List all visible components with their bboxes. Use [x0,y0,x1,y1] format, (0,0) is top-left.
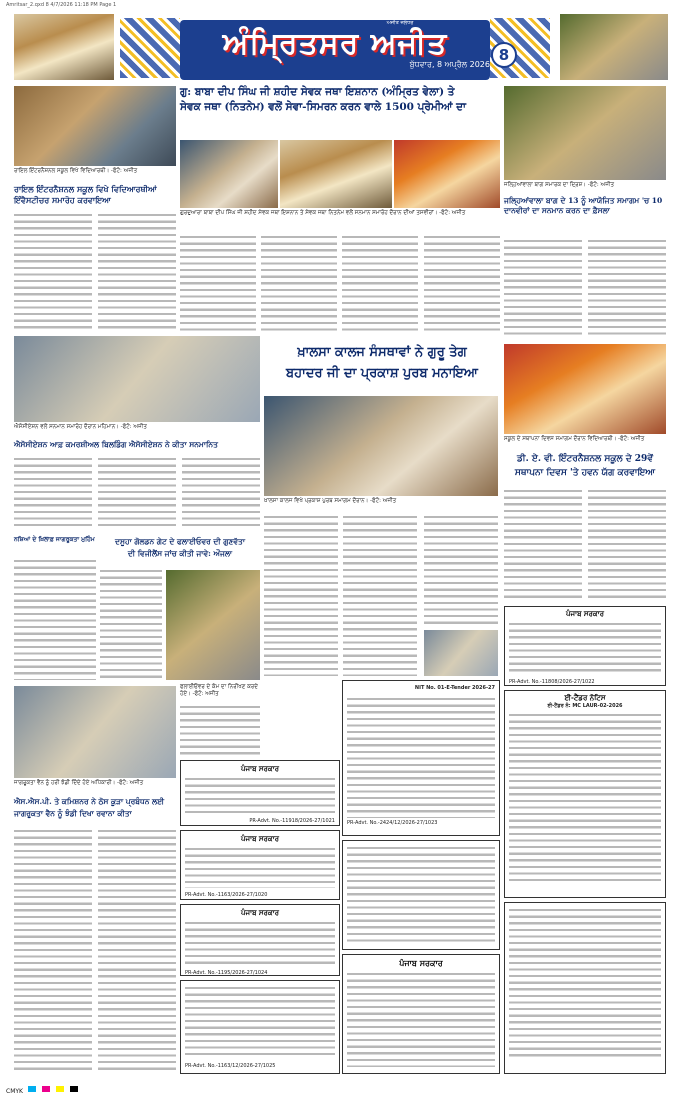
dav-havan-photo [504,344,666,434]
dav-headline-line1: ਡੀ. ਏ. ਵੀ. ਇੰਟਰਨੈਸ਼ਨਲ ਸਕੂਲ ਦੇ 29ਵੇਂ [517,454,653,464]
right-tender-title: ਈ-ਟੈਂਡਰ ਨੋਟਿਸ [564,694,606,702]
khalsa-photo-2 [424,630,498,676]
govt-ad-2-ref: PR-Advt. No.-1163/2026-27/1020 [185,892,268,898]
black-swatch [70,1086,78,1092]
dav-caption: ਸਕੂਲ ਦੇ ਸਥਾਪਨਾ ਦਿਵਸ ਸਮਾਗਮ ਦੌਰਾਨ ਵਿਦਿਆਰਥੀ। -ਫੋਟੋ: ਅਜੀਤ [504,436,645,442]
nit-text [347,698,495,818]
masthead-date: ਬੁੱਧਵਾਰ, 8 ਅਪ੍ਰੈਲ 2026 [409,60,490,69]
tender-ad-3 [342,954,500,1074]
right-notice-2-text [509,909,661,1059]
nit-tender-ad [342,680,500,836]
govt-ad-2-text [185,848,335,888]
govt-ad-1-ref: PR-Advt. No.-11918/2026-27/1021 [249,818,335,824]
school-headline: ਰਾਇਲ ਇੰਟਰਨੈਸ਼ਨਲ ਸਕੂਲ ਵਿਖੇ ਵਿਦਿਆਰਥੀਆਂ ਇੰਵੈਸਟੀਚਰ ਸਮਾਰੋਹ ਕਰਵਾਇਆ [14,184,157,205]
govt-ad-4-ref: PR-Advt. No.-1163/12/2026-27/1025 [185,1063,276,1069]
khalsa-headline-line1: ਖ਼ਾਲਸਾ ਕਾਲਜ ਸੰਸਥਾਵਾਂ ਨੇ ਗੁਰੂ ਤੇਗ [297,345,467,360]
right-notice-1-title: ਪੰਜਾਬ ਸਰਕਾਰ [565,610,604,618]
drugs-headline: ਨਸ਼ਿਆਂ ਦੇ ਖ਼ਿਲਾਫ਼ ਜਾਗਰੂਕਤਾ ਮੁਹਿੰਮ [14,536,95,543]
govt-ad-2 [180,830,340,900]
khalsa-headline-line2: ਬਹਾਦਰ ਜੀ ਦਾ ਪ੍ਰਕਾਸ਼ ਪੁਰਬ ਮਨਾਇਆ [286,366,478,381]
khalsa-headline [264,342,500,388]
association-col2 [98,458,176,530]
golden-gate-caption: ਫਲਾਈਓਵਰ ਦੇ ਕੰਮ ਦਾ ਨਿਰੀਖਣ ਕਰਦੇ ਹੋਏ। -ਫੋਟੋ: ਅਜੀਤ [180,684,258,697]
golden-gate-headline-line2: ਦੀ ਵਿਜੀਲੈਂਸ ਜਾਂਚ ਕੀਤੀ ਜਾਵੇ: ਔਜਲਾ [127,549,233,558]
masthead-title: ਅੰਮ੍ਰਿਤਸਰ ਅਜੀਤ [222,26,448,61]
cyan-swatch [28,1086,36,1092]
golden-gate-col2 [180,706,260,756]
lead-photo-1 [180,140,278,208]
lead-caption: ਗੁਰਦੁਆਰਾ ਬਾਬਾ ਦੀਪ ਸਿੰਘ ਜੀ ਸ਼ਹੀਦ ਸੇਵਕ ਜਥਾ ਇਸ਼ਨਾਨ ਤੇ ਸੇਵਕ ਜਥਾ ਨਿਤਨੇਮ ਵਲੋਂ ਸਨਮਾਨ ਸਮਾਰੋਹ ਦੌਰਾਨ ਦੀਆਂ ਤਸਵੀਰਾਂ। -ਫੋਟੋ: ਅਜੀਤ [180,210,466,216]
right-tender-text [509,714,661,884]
khalsa-caption: ਖ਼ਾਲਸਾ ਕਾਲਜ ਵਿਖੇ ਪ੍ਰਕਾਸ਼ ਪੁਰਬ ਸਮਾਗਮ ਦੌਰਾਨ। -ਫੋਟੋ: ਅਜੀਤ [264,498,397,504]
association-photo [14,336,260,422]
awareness-headline-line1: ਐਸ.ਐਸ.ਪੀ. ਤੇ ਕਮਿਸ਼ਨਰ ਨੇ ਠੋਸ ਕੂੜਾ ਪ੍ਰਬੰਧਨ ਲਈ [14,797,165,806]
association-caption: ਐਸੋਸੀਏਸ਼ਨ ਵਲੋਂ ਸਨਮਾਨ ਸਮਾਰੋਹ ਦੌਰਾਨ ਮਹਿਮਾਨ। -ਫੋਟੋ: ਅਜੀਤ [14,424,147,430]
govt-ad-1-title: ਪੰਜਾਬ ਸਰਕਾਰ [240,765,279,773]
school-story-col2 [98,214,176,332]
lead-photo-2 [280,140,392,208]
right-notice-1 [504,606,666,686]
school-photo-caption: ਰਾਇਲ ਇੰਟਰਨੈਸ਼ਨਲ ਸਕੂਲ ਵਿਖੇ ਵਿਦਿਆਰਥੀ। -ਫੋਟੋ: ਅਜੀਤ [14,168,138,174]
awareness-col2 [98,830,176,1074]
tender-ad-2 [342,840,500,950]
awareness-col1 [14,830,92,1074]
tender-ad-3-title: ਪੰਜਾਬ ਸਰਕਾਰ [399,959,443,968]
tender-ad-3-text [347,973,495,1067]
magenta-swatch [42,1086,50,1092]
khalsa-photo [264,396,498,496]
dav-col1 [504,490,582,600]
golden-temple-photo [14,14,114,80]
color-registration-strip [0,1078,677,1095]
right-tender-no: ਈ-ਟੈਂਡਰ ਨੰ: MC LAUR-02-2026 [547,703,623,709]
nit-ref: NIT No. 01-E-Tender 2026-27 [414,685,495,691]
lead-story-col2 [261,236,337,332]
cmyk-label: CMYK [6,1088,23,1095]
page-number: 8 [491,42,517,68]
lead-story-col3 [342,236,418,332]
jallianwala-col2 [588,240,666,338]
association-headline: ਐਸੋਸੀਏਸ਼ਨ ਆਫ਼ ਕਮਰਸ਼ੀਅਲ ਬਿਲਡਿੰਗ ਐਸੋਸੀਏਸ਼ਨ ਨੇ ਕੀਤਾ ਸਨਮਾਨਿਤ [14,440,218,449]
lead-headline-line2: ਸੇਵਕ ਜਥਾ (ਨਿਤਨੇਮ) ਵਲੋਂ ਸੇਵਾ-ਸਿਮਰਨ ਕਰਨ ਵਾਲੇ 1500 ਪ੍ਰੇਮੀਆਂ ਦਾ [180,101,467,113]
khalsa-col1 [264,516,338,676]
awareness-headline-line2: ਜਾਗਰੂਕਤਾ ਵੈਨ ਨੂੰ ਝੰਡੀ ਦਿਖਾ ਰਵਾਨਾ ਕੀਤਾ [14,809,132,818]
jallianwala-headline: ਜਲ੍ਹਿਆਂਵਾਲਾ ਬਾਗ ਦੇ 13 ਨੂੰ ਆਯੋਜਿਤ ਸਮਾਗਮ 'ਚ 10 ਦਾਨਵੀਰਾਂ ਦਾ ਸਨਮਾਨ ਕਰਨ ਦਾ ਫ਼ੈਸਲਾ [504,196,663,215]
govt-ad-4 [180,980,340,1074]
govt-ad-1 [180,760,340,826]
govt-ad-2-title: ਪੰਜਾਬ ਸਰਕਾਰ [240,835,279,843]
govt-ad-3-title: ਪੰਜਾਬ ਸਰਕਾਰ [240,909,279,917]
lead-story-col4 [424,236,500,332]
drugs-story-col [14,560,96,680]
khalsa-col2 [343,516,417,676]
jallianwala-photo [504,86,666,180]
dav-headline [504,452,666,486]
association-col3 [182,458,260,530]
jallianwala-caption: ਜਲ੍ਹਿਆਂਵਾਲਾ ਬਾਗ ਸਮਾਰਕ ਦਾ ਦ੍ਰਿਸ਼। -ਫੋਟੋ: ਅਜੀਤ [504,182,614,188]
school-students-photo [14,86,176,166]
golden-gate-col [100,570,162,680]
memorial-photo [560,14,668,80]
dav-col2 [588,490,666,600]
jallianwala-col1 [504,240,582,338]
govt-ad-3-text [185,922,335,966]
school-story-col1 [14,214,92,332]
lead-story-col1 [180,236,256,332]
right-notice-1-text [509,623,661,675]
right-tender-ad [504,690,666,898]
lead-headline-line1: ਗੁ: ਬਾਬਾ ਦੀਪ ਸਿੰਘ ਜੀ ਸ਼ਹੀਦ ਸੇਵਕ ਜਥਾ ਇਸ਼ਨਾਨ (ਅੰਮ੍ਰਿਤ ਵੇਲਾ) ਤੇ [180,86,455,98]
awareness-van-photo [14,686,176,778]
tender-ad-2-text [347,847,495,943]
govt-ad-4-text [185,987,335,1057]
govt-ad-3 [180,904,340,976]
lead-photo-3 [394,140,500,208]
khalsa-col3 [424,516,498,626]
nit-advt: PR-Advt. No.-2424/12/2026-27/1023 [347,819,438,826]
right-notice-2 [504,902,666,1074]
awareness-headline [14,796,176,826]
association-col1 [14,458,92,530]
golden-gate-headline [100,536,260,566]
dav-headline-line2: ਸਥਾਪਨਾ ਦਿਵਸ 'ਤੇ ਹਵਨ ਯੱਗ ਕਰਵਾਇਆ [514,468,656,478]
flyover-truck-photo [166,570,260,680]
govt-ad-1-text [185,778,335,814]
yellow-swatch [56,1086,64,1092]
masthead-pattern-left [120,18,180,78]
right-notice-1-ref: PR-Advt. No.-11808/2026-27/1022 [509,679,595,685]
govt-ad-3-ref: PR-Advt. No.-1195/2026-27/1024 [185,970,268,976]
masthead-kicker: ਅਜੀਤ ਜਲੰਧਰ [386,20,414,26]
file-info-strip: Amritsar_2.qxd 8 4/7/2026 11:18 PM Page 1 [6,2,117,8]
awareness-caption: ਜਾਗਰੂਕਤਾ ਵੈਨ ਨੂੰ ਹਰੀ ਝੰਡੀ ਦਿੰਦੇ ਹੋਏ ਅਧਿਕਾਰੀ। -ਫੋਟੋ: ਅਜੀਤ [14,780,144,786]
golden-gate-headline-line1: ਦਸੂਹਾ ਗੋਲਡਨ ਗੇਟ ਦੇ ਫਲਾਈਓਵਰ ਦੀ ਗੁਣਵੱਤਾ [115,537,245,546]
